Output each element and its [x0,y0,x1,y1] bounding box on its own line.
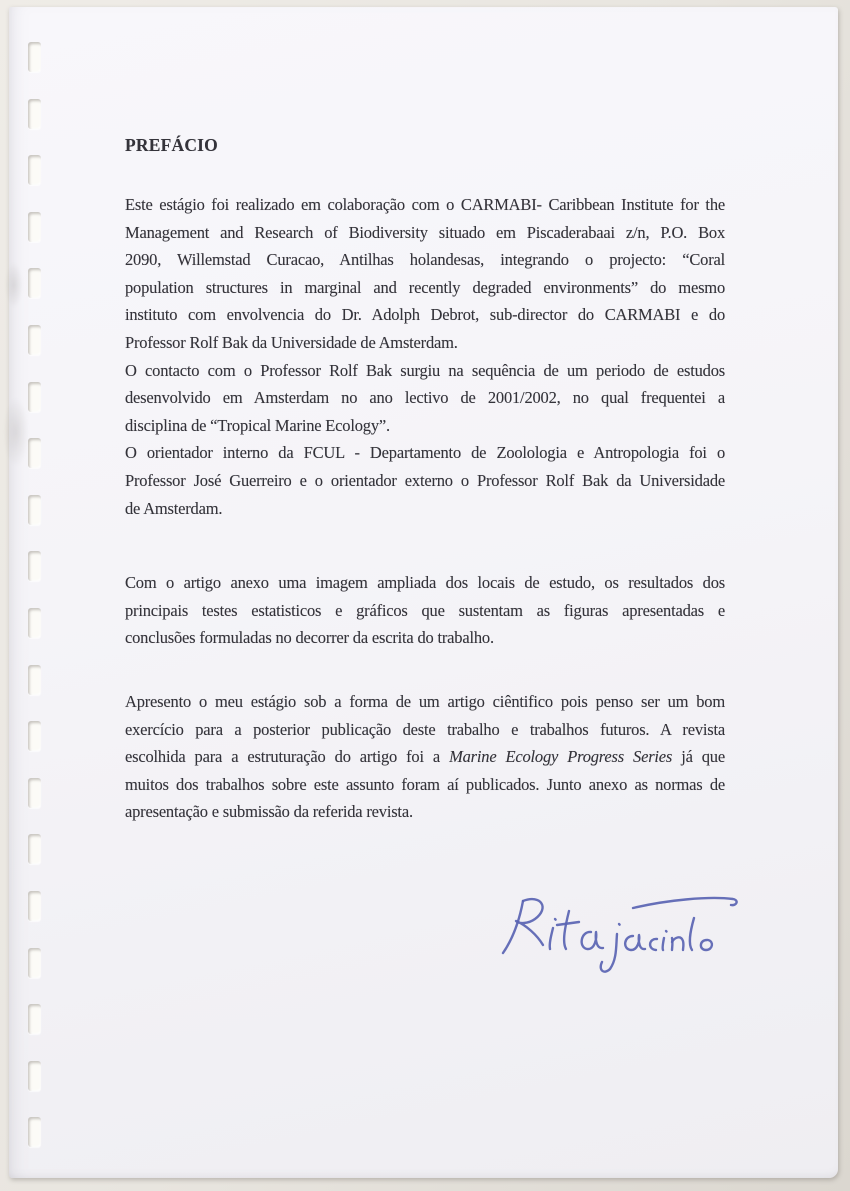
text-line: principais testes estatisticos e gráficos que sustentam as figuras apresentadas e [125,600,725,620]
paragraph [125,357,725,440]
text-line: Professor Rolf Bak da Universidade de Amsterdam. [125,332,458,352]
text-line: O orientador interno da FCUL - Departamento de Zoolologia e Antropologia foi o [125,443,725,463]
page-title: PREFÁCIO [125,135,218,155]
signature [487,887,747,987]
paragraph [125,439,725,522]
binding-hole [28,268,41,298]
text-line: apresentação e submissão da referida revista. [125,802,413,822]
binding-hole [28,778,41,808]
text-line: 2090, Willemstad Curacao, Antilhas holandesas, integrando o projecto: “Coral [125,250,725,270]
binding-hole [28,665,41,695]
text-line: instituto com envolvencia do Dr. Adolph Debrot, sub-director do CARMABI e do [125,305,725,325]
text-line: de Amsterdam. [125,498,223,518]
binding-hole [28,721,41,751]
paragraph [125,688,725,826]
binding-hole [28,155,41,185]
binding-hole [28,1004,41,1034]
binding-hole [28,1061,41,1091]
binding-hole [28,438,41,468]
document-content [125,131,725,826]
text-line: population structures in marginal and recently degraded environments” do mesmo [125,277,725,297]
paragraph-block [125,191,725,522]
text-line: escolhida para a estruturação do artigo foi a Marine Ecology Progress Series já que [125,747,725,767]
binding-hole [28,834,41,864]
document-body [125,191,725,826]
binding-hole [28,551,41,581]
paragraph-block [125,569,725,652]
text-line: Professor José Guerreiro e o orientador externo o Professor Rolf Bak da Universidade [125,470,725,490]
binding-hole [28,99,41,129]
paper-sheet [9,7,838,1178]
paragraph [125,191,725,357]
text-line: Apresento o meu estágio sob a forma de um artigo ciêntifico pois penso ser um bom [125,691,725,711]
binding-hole [28,212,41,242]
binding-hole [28,948,41,978]
text-line: disciplina de “Tropical Marine Ecology”. [125,415,390,435]
binding-hole [28,325,41,355]
binding-hole [28,1117,41,1147]
binding-holes [9,7,59,1178]
binding-hole [28,42,41,72]
paragraph-block [125,688,725,826]
text-line: Management and Research of Biodiversity situado em Piscaderabaai z/n, P.O. Box [125,222,725,242]
text-line: conclusões formuladas no decorrer da escrita do trabalho. [125,628,494,648]
text-line: Com o artigo anexo uma imagem ampliada dos locais de estudo, os resultados dos [125,573,725,593]
text-line: muitos dos trabalhos sobre este assunto foram aí publicados. Junto anexo as normas de [125,774,725,794]
text-line: O contacto com o Professor Rolf Bak surgiu na sequência de um periodo de estudos [125,360,725,380]
binding-hole [28,891,41,921]
text-line: Este estágio foi realizado em colaboração com o CARMABI- Caribbean Institute for the [125,195,725,214]
binding-hole [28,608,41,638]
signature-ink [487,887,747,987]
text-line: exercício para a posterior publicação deste trabalho e trabalhos futuros. A revista [125,719,725,739]
binding-hole [28,382,41,412]
text-line: desenvolvido em Amsterdam no ano lectivo de 2001/2002, no qual frequentei a [125,388,725,408]
binding-hole [28,495,41,525]
paragraph [125,569,725,652]
